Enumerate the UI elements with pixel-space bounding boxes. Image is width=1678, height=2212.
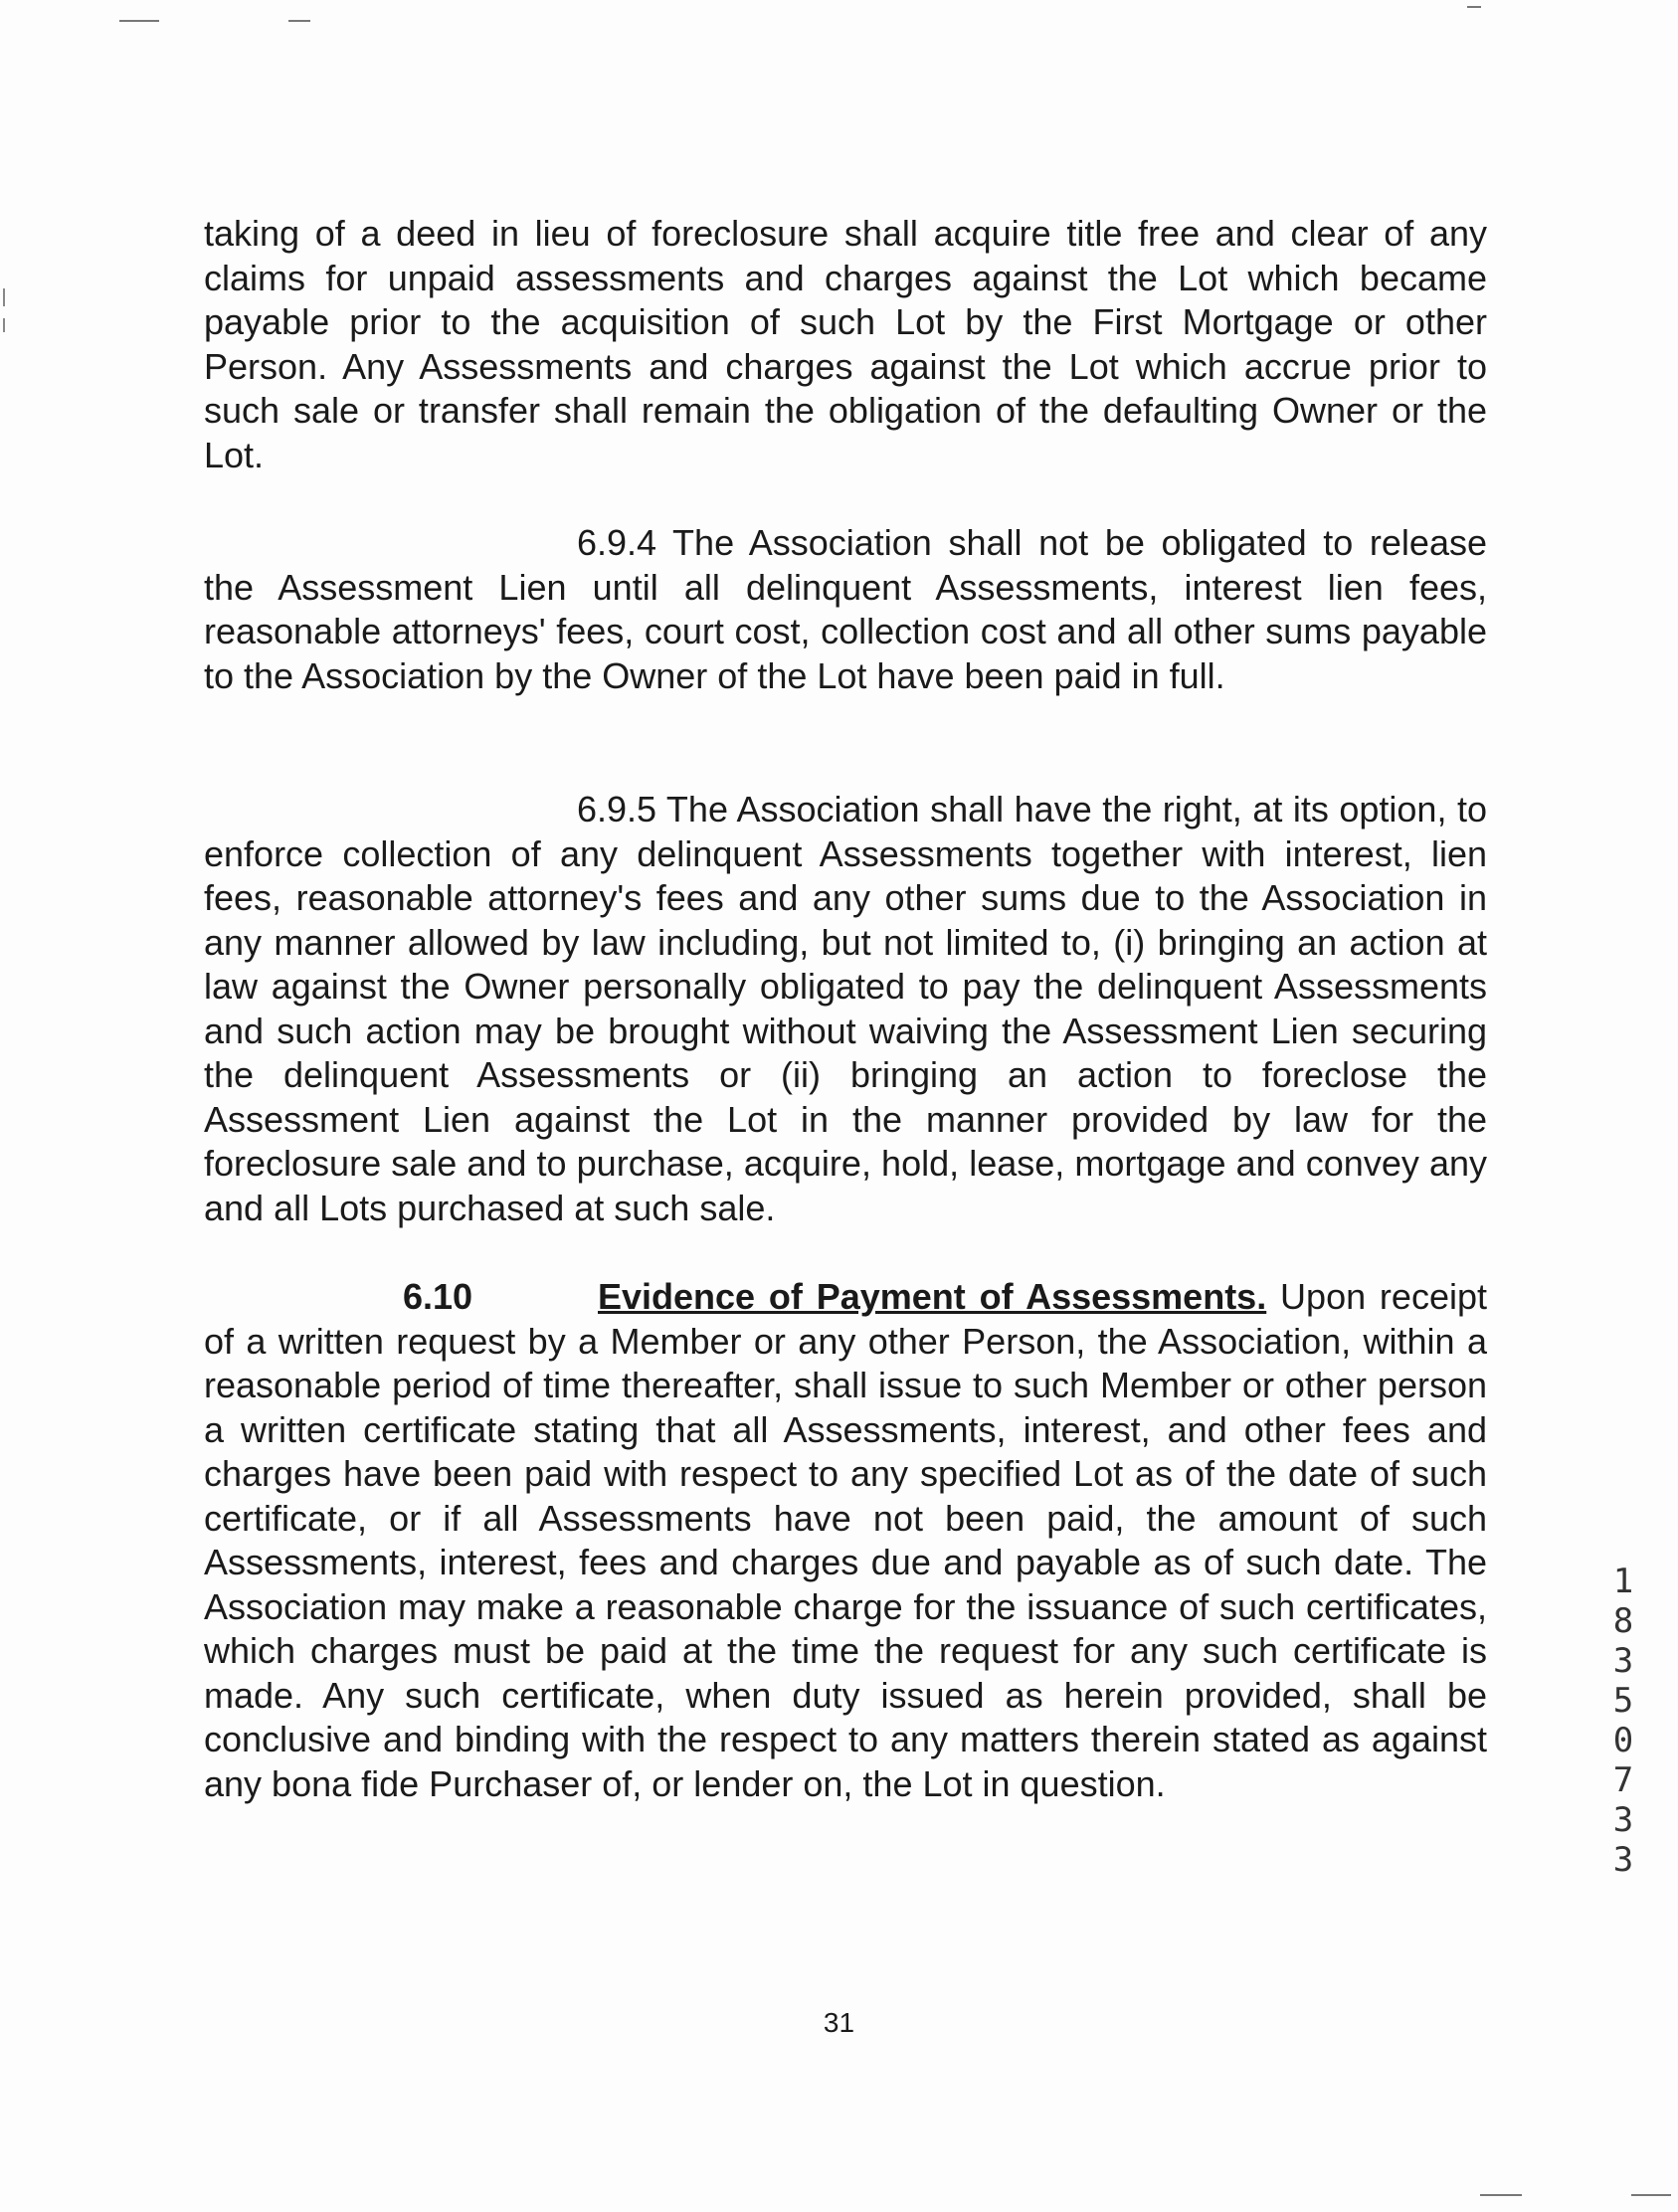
scan-artifact <box>3 318 5 332</box>
section-6-10 <box>204 1275 1487 1806</box>
page-number: 31 <box>823 2007 855 2038</box>
scan-artifact <box>3 288 5 306</box>
paragraph-6-9-4: 6.9.4 The Association shall not be obligated to release the Assessment Lien until all delinquent Assessments, interest lien fees, reasonable attorneys' fees, court cost, collection cost and all other sums payable to the Association by the Owner of the Lot have been paid in full. <box>204 522 1487 696</box>
recording-stamp: 1835 0733 <box>1612 1562 1634 1880</box>
section-body: Upon receipt of a written request by a Member or any other Person, the Association, within a reasonable period of time thereafter, shall issue to such Member or other person a written certificate stating that all Assessments, interest, and other fees and charges have been paid with respect to any specified Lot as of the date of such certificate, or if all Assessments have not been paid, the amount of such Assessments, interest, fees and charges due and payable as of such date. The Association may make a reasonable charge for the issuance of such certificates, which charges must be paid at the time the request for any such certificate is made. Any such certificate, when duty issued as herein provided, shall be conclusive and binding with the respect to any matters therein stated as against any bona fide Purchaser of, or lender on, the Lot in question. <box>204 1276 1487 1804</box>
scan-artifact <box>1480 2194 1522 2196</box>
scan-artifact <box>1631 2194 1671 2196</box>
paragraph-6-9-5: 6.9.5 The Association shall have the right, at its option, to enforce collection of any delinquent Assessments together with interest, lien fees, reasonable attorney's fees and any other sums due to the Association in any manner allowed by law including, but not limited to, (i) bringing an action at law against the Owner personally obligated to pay the delinquent Assessments and such action may be brought without waiving the Assessment Lien securing the delinquent Assessments or (ii) bringing an action to foreclose the Assessment Lien against the Lot in the manner provided by law for the foreclosure sale and to purchase, acquire, hold, lease, mortgage and convey any and all Lots purchased at such sale. <box>204 789 1487 1228</box>
paragraph-continuation: taking of a deed in lieu of foreclosure shall acquire title free and clear of any claims for unpaid assessments and charges against the Lot which became payable prior to the acquisition of such Lot by the First Mortgage or other Person. Any Assessments and charges against the Lot which accrue prior to such sale or transfer shall remain the obligation of the defaulting Owner or the Lot. <box>204 213 1487 475</box>
section-title: Evidence of Payment of Assessments. <box>598 1276 1267 1317</box>
scan-artifact <box>119 20 159 22</box>
scan-artifact <box>1467 6 1481 8</box>
scan-artifact <box>288 20 310 22</box>
section-number: 6.10 <box>403 1276 473 1317</box>
